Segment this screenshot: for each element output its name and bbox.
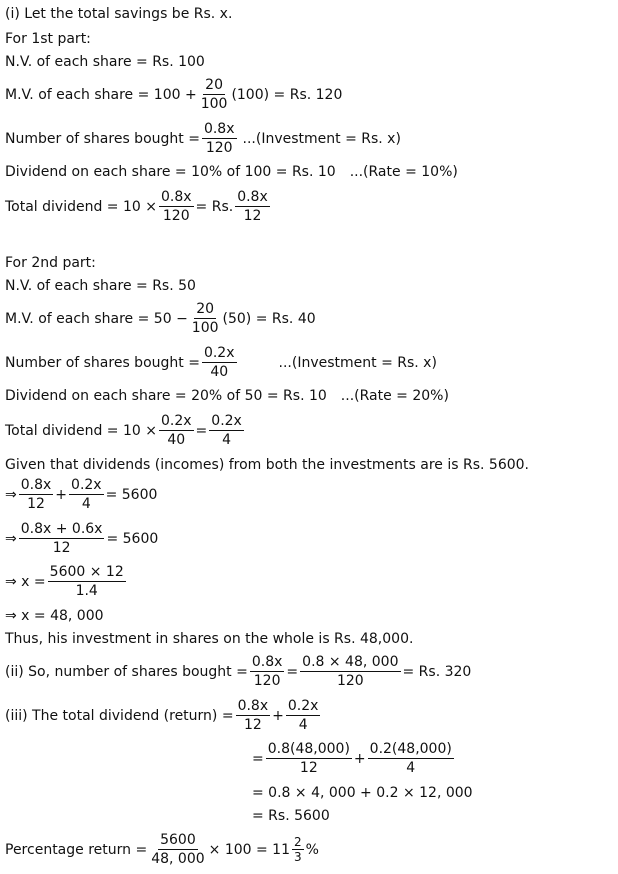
part2-total-fraction-2 <box>209 412 244 449</box>
part2-shares-note: ...(Investment = Rs. x) <box>278 354 437 371</box>
mixed-fraction-part <box>292 835 304 864</box>
fraction-numerator: 0.8 × 48, 000 <box>302 654 399 670</box>
fraction-numerator: 0.2x <box>160 413 192 429</box>
part-ii-post: = Rs. 320 <box>402 663 472 680</box>
part1-total-dividend-line <box>5 188 272 225</box>
fraction-numerator: 0.8x <box>251 654 283 670</box>
part-iii-line-1 <box>5 697 322 734</box>
part2-shares-fraction <box>202 344 237 381</box>
fraction-denominator: 120 <box>336 673 364 689</box>
part1-nv-line: N.V. of each share = Rs. 100 <box>5 54 205 70</box>
percent-fraction <box>149 831 206 868</box>
fraction-numerator: 20 <box>205 77 223 93</box>
eq2-fraction <box>19 520 105 557</box>
fraction-numerator: 0.8x <box>20 477 52 493</box>
part2-mv-pre: M.V. of each share = 50 − <box>5 310 188 327</box>
part2-shares-line <box>5 344 437 381</box>
fraction-denominator: 12 <box>299 760 318 776</box>
part1-mv-line <box>5 76 342 113</box>
implies-symbol: ⇒ <box>5 530 17 547</box>
eq3-pre: ⇒ x = <box>5 573 46 590</box>
part-iii-fraction-1 <box>236 697 271 734</box>
fraction-denominator: 12 <box>52 540 71 556</box>
eq1-fraction-2 <box>69 476 104 513</box>
fraction-numerator: 2 <box>294 835 302 849</box>
fraction-numerator: 0.2x <box>71 477 102 493</box>
equation-2 <box>5 520 158 557</box>
fraction-numerator: 0.8x <box>237 189 268 205</box>
percentage-return-line <box>5 831 319 868</box>
part1-div-each: Dividend on each share = 10% of 100 = Rs. 10 <box>5 164 336 180</box>
fraction-numerator: 20 <box>196 301 215 317</box>
eq1-fraction-1 <box>19 476 54 513</box>
part1-total-fraction-1 <box>159 188 194 225</box>
fraction-denominator: 40 <box>167 432 186 448</box>
fraction-numerator: 5600 × 12 <box>49 564 124 580</box>
fraction-denominator: 40 <box>210 364 229 380</box>
part-iii-fraction-2 <box>286 697 321 734</box>
fraction-denominator: 120 <box>205 140 233 156</box>
part1-mv-pre: M.V. of each share = 100 + <box>5 86 197 103</box>
part-ii-line <box>5 653 471 690</box>
implies-symbol: ⇒ <box>5 486 17 503</box>
part1-total-mid: = Rs. <box>195 198 234 215</box>
eq1-post: = 5600 <box>105 486 158 503</box>
part1-total-pre: Total dividend = 10 × <box>5 198 157 215</box>
part-iii-line-4: = Rs. 5600 <box>252 808 330 824</box>
eq2-post: = 5600 <box>106 530 159 547</box>
fraction-numerator: 0.8x <box>203 121 235 137</box>
part1-div-each-note: ...(Rate = 10%) <box>349 164 458 180</box>
fraction-denominator: 100 <box>200 96 228 112</box>
fraction-denominator: 1.4 <box>75 583 98 599</box>
plus-sign: + <box>55 486 68 503</box>
fraction-numerator: 0.2x <box>287 698 319 714</box>
part-ii-fraction-1 <box>250 653 285 690</box>
part-iii-line-3: = 0.8 × 4, 000 + 0.2 × 12, 000 <box>252 785 473 801</box>
fraction-denominator: 4 <box>81 496 91 512</box>
fraction-denominator: 3 <box>294 850 302 864</box>
part2-nv-line: N.V. of each share = Rs. 50 <box>5 278 196 294</box>
given-line: Given that dividends (incomes) from both the investments are is Rs. 5600. <box>5 457 529 473</box>
fraction-denominator: 12 <box>243 208 262 224</box>
fraction-numerator: 0.8x + 0.6x <box>20 521 103 537</box>
fraction-numerator: 0.2x <box>211 413 242 429</box>
part1-dividend-each-line <box>5 163 458 181</box>
part-iii-line-2 <box>252 740 456 777</box>
part-ii-pre: (ii) So, number of shares bought = <box>5 663 248 680</box>
mixed-fraction <box>290 835 306 864</box>
thus-line: Thus, his investment in shares on the whole is Rs. 48,000. <box>5 631 414 647</box>
equation-1 <box>5 476 157 513</box>
part1-shares-pre: Number of shares bought = <box>5 130 200 147</box>
plus-sign: + <box>353 750 366 767</box>
part2-total-mid: = <box>195 422 208 439</box>
equation-4: ⇒ x = 48, 000 <box>5 608 104 624</box>
fraction-denominator: 4 <box>222 432 232 448</box>
part2-total-fraction-1 <box>159 412 194 449</box>
part1-heading: For 1st part: <box>5 31 91 47</box>
percent-mid: × 100 = 11 <box>208 841 290 858</box>
equals-sign: = <box>286 663 299 680</box>
part2-div-each-note: ...(Rate = 20%) <box>340 388 449 404</box>
fraction-denominator: 4 <box>406 760 416 776</box>
fraction-numerator: 0.8x <box>237 698 269 714</box>
part1-shares-line <box>5 120 401 157</box>
part2-heading: For 2nd part: <box>5 255 96 271</box>
fraction-denominator: 120 <box>253 673 281 689</box>
plus-sign: + <box>272 707 284 724</box>
percent-sign: % <box>305 841 319 858</box>
fraction-denominator: 4 <box>298 717 308 733</box>
part1-shares-fraction <box>202 120 237 157</box>
fraction-denominator: 12 <box>243 717 262 733</box>
part-ii-fraction-2 <box>300 653 400 690</box>
part2-mv-fraction <box>190 300 221 337</box>
fraction-numerator: 5600 <box>160 832 196 848</box>
fraction-denominator: 48, 000 <box>151 851 205 867</box>
part2-total-pre: Total dividend = 10 × <box>5 422 157 439</box>
fraction-numerator: 0.2x <box>203 345 235 361</box>
part2-mv-line <box>5 300 316 337</box>
part2-total-dividend-line <box>5 412 246 449</box>
equals-sign: = <box>252 750 264 767</box>
part1-shares-note: ...(Investment = Rs. x) <box>242 130 401 147</box>
intro-line: (i) Let the total savings be Rs. x. <box>5 6 233 22</box>
part-iii-l2-fraction-1 <box>266 740 352 777</box>
part1-mv-fraction <box>199 76 230 113</box>
eq3-fraction <box>48 563 126 600</box>
part2-dividend-each-line <box>5 387 449 405</box>
part2-shares-pre: Number of shares bought = <box>5 354 200 371</box>
part2-mv-post: (50) = Rs. 40 <box>222 310 316 327</box>
part-iii-pre: (iii) The total dividend (return) = <box>5 707 234 724</box>
equation-3 <box>5 563 128 600</box>
fraction-numerator: 0.2(48,000) <box>369 741 452 757</box>
fraction-denominator: 100 <box>191 320 219 336</box>
percent-pre: Percentage return = <box>5 841 148 858</box>
part1-mv-post: (100) = Rs. 120 <box>231 86 343 103</box>
part-iii-l2-fraction-2 <box>368 740 454 777</box>
fraction-numerator: 0.8(48,000) <box>267 741 350 757</box>
part1-total-fraction-2 <box>235 188 270 225</box>
fraction-denominator: 120 <box>162 208 190 224</box>
fraction-numerator: 0.8x <box>160 189 192 205</box>
part2-div-each: Dividend on each share = 20% of 50 = Rs. 10 <box>5 388 327 404</box>
fraction-denominator: 12 <box>27 496 45 512</box>
